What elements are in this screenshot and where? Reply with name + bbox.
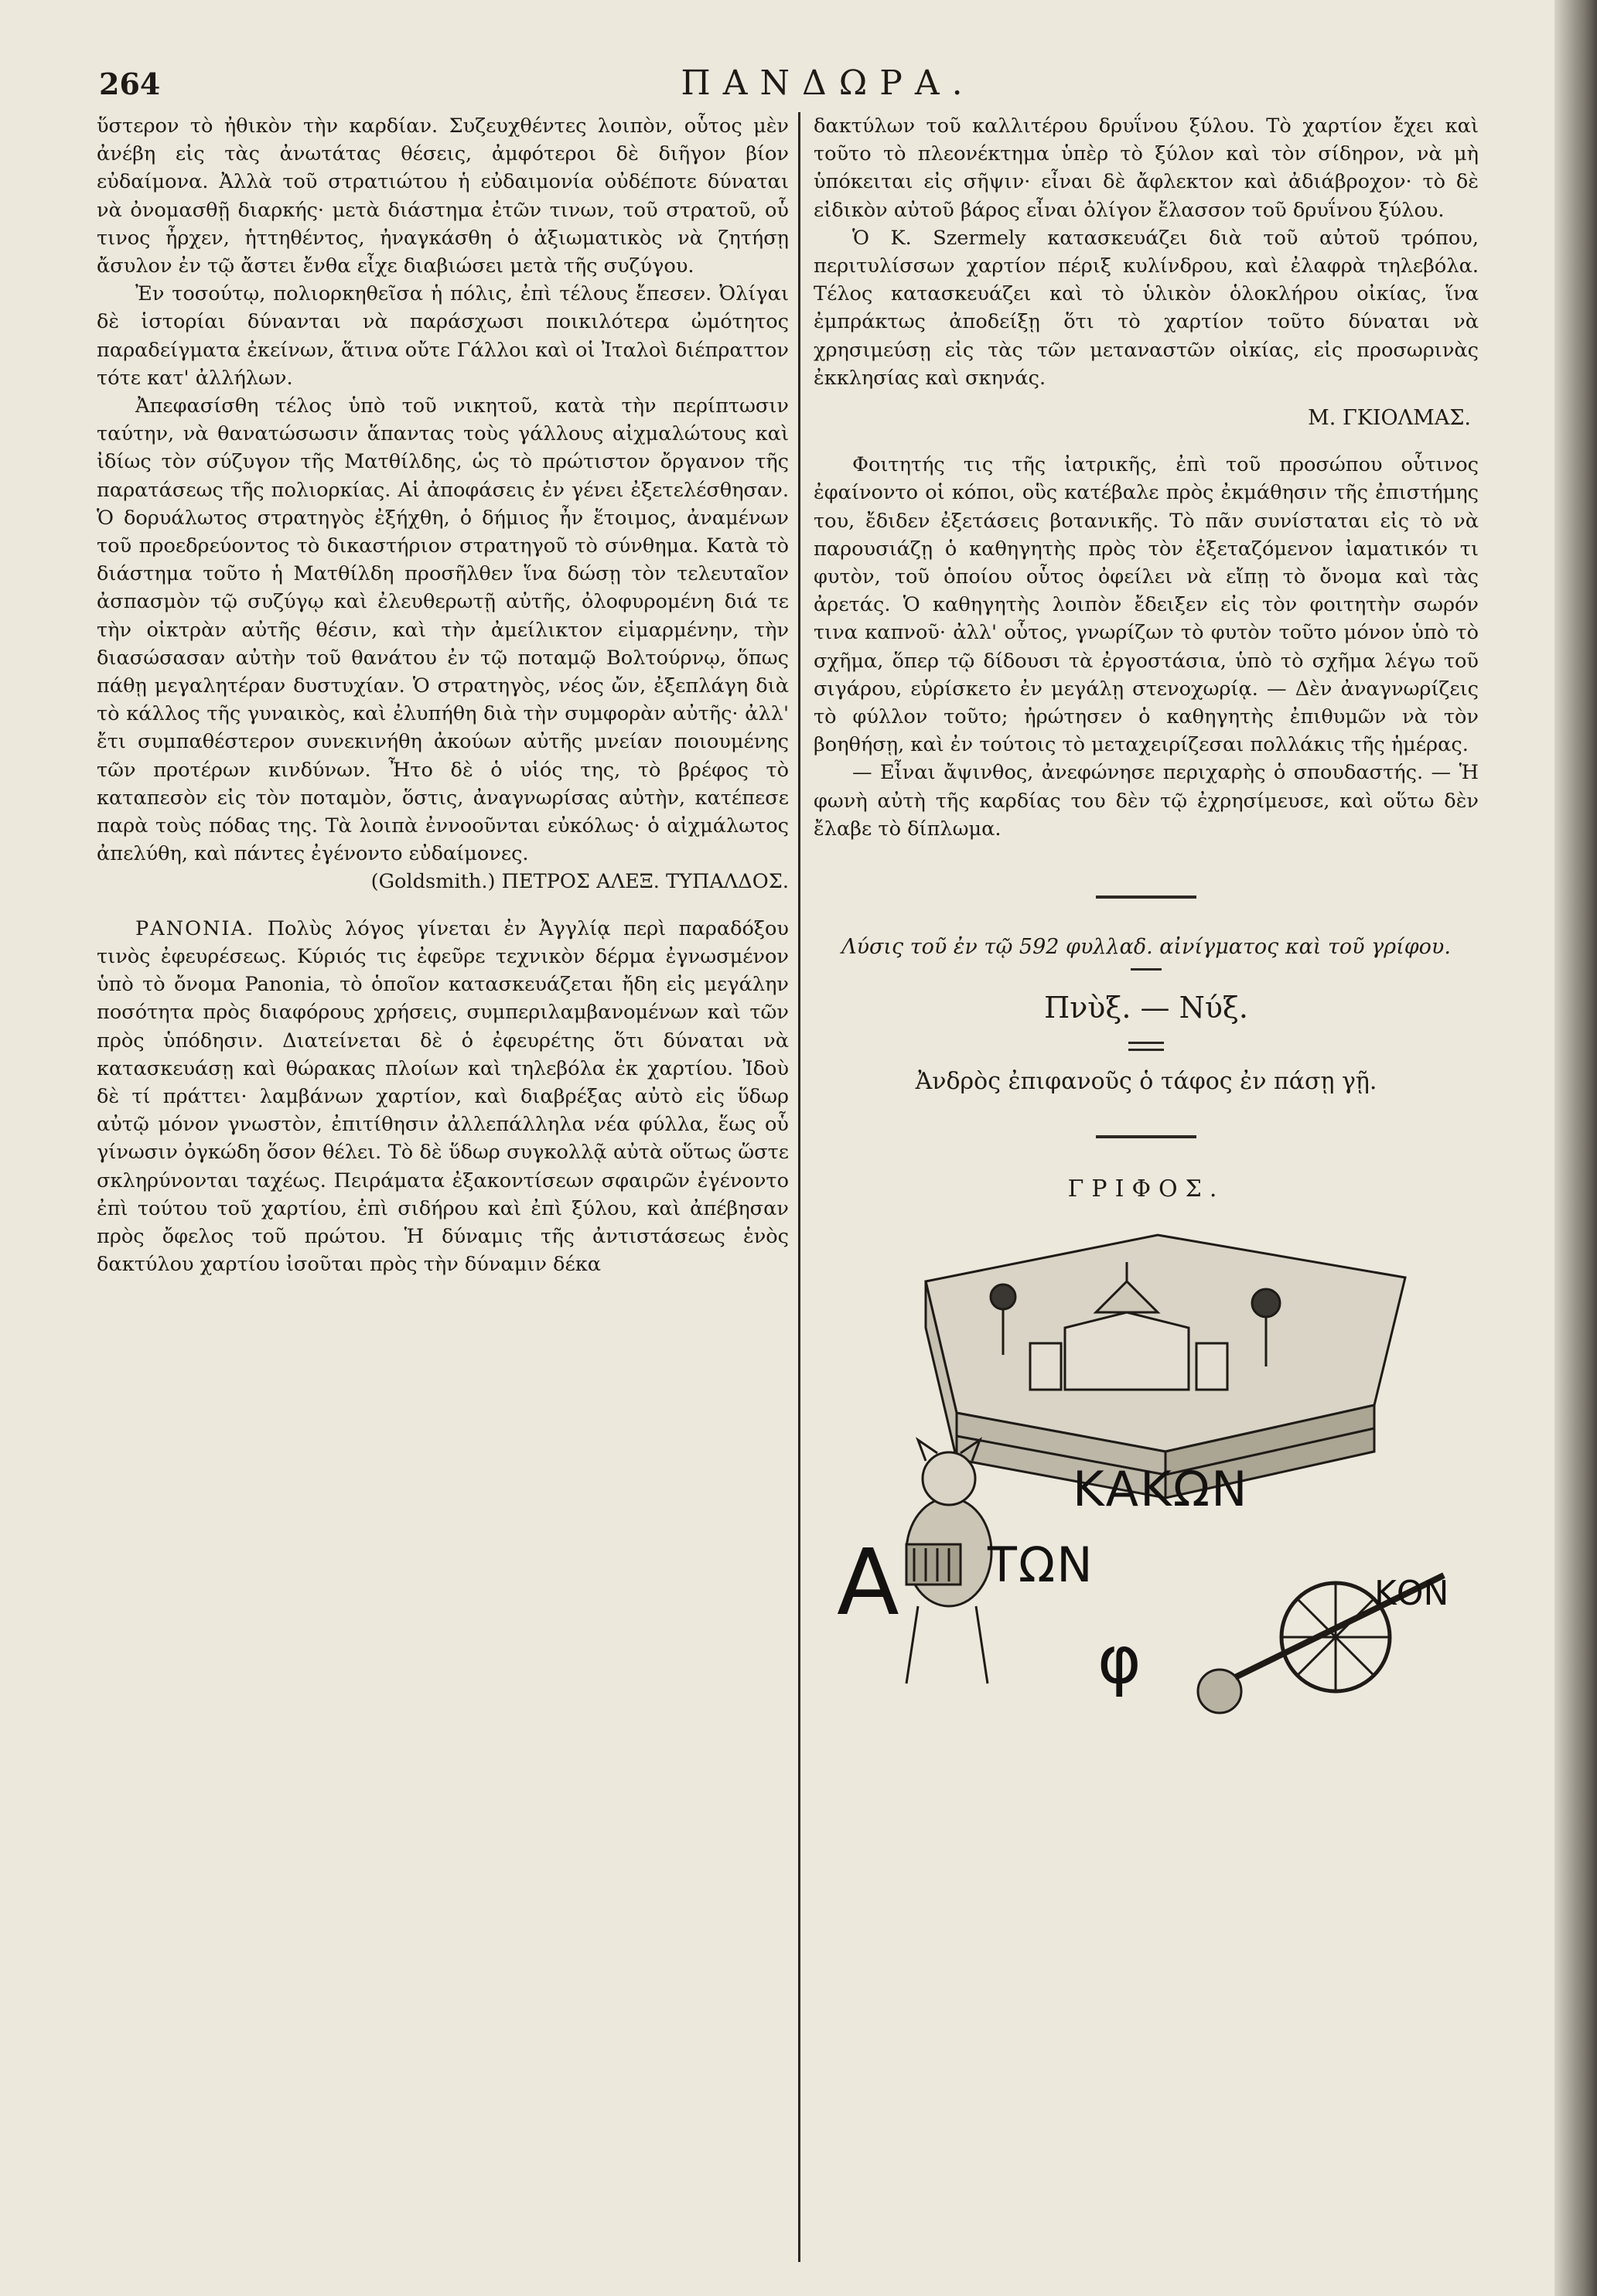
rebus-title: ΓΡΙΦΟΣ. [1067, 1175, 1225, 1203]
article-signature: Μ. ΓΚΙΟΛΜΑΣ. [1308, 406, 1471, 431]
section-rule [1096, 1135, 1196, 1138]
article-paragraph [97, 915, 789, 1279]
right-column [814, 112, 1479, 1722]
rebus-word-kon: ΚΟΝ [1374, 1574, 1449, 1614]
page-number: 264 [99, 67, 161, 101]
rebus-illustration [833, 1220, 1459, 1722]
article-text: Πολὺς λόγος γίνεται ἐν Ἀγγλίᾳ περὶ παραδόξου τινὸς ἐφευρέσεως. Κύριός τις ἐφεῦρε τεχνικὸν δέρμα ἐγνωσμένον ὑπὸ τὸ ὄνομα Panonia, τὸ ὁποῖον κατασκευάζεται ἤδη εἰς μεγάλην ποσότητα πρὸς διαφόρους χρήσεις, συμπεριλαμβανομένων καὶ τῶν πρὸς ὑπόδησιν. Διατείνεται δὲ ὁ ἐφευρέτης ὅτι δύναται νὰ κατασκευάσῃ καὶ θώρακας πλοίων καὶ τηλεβόλα ἐκ χαρτίου. Ἰδοὺ δὲ τί πράττει· λαμβάνων χαρτίον, καὶ διαβρέξας αὐτὸ εἰς ὕδωρ αὐτῷ μόνον γνωστὸν, ἐπιτίθησιν ἀλλεπάλληλα νέα φύλλα, ἕως οὗ γίνωσιν ὀγκώδη ὅσον θέλει. Τὸ δὲ ὕδωρ συγκολλᾷ αὐτὰ οὕτως ὥστε σκληρύνονται ταχέως. Πειράματα ἐξακοντίσεων σφαιρῶν ἐγένοντο ἐπὶ τούτου τοῦ χαρτίου, ἐπὶ σιδήρου καὶ ἐπὶ ξύλου, καὶ ἀπέβησαν πρὸς ὄφελος τοῦ πρώτου. Ἡ δύναμις τῆς ἀντιστάσεως ἑνὸς δακτύλου χαρτίου ἰσοῦται πρὸς τὴν δύναμιν δέκα [97, 916, 789, 1277]
solution-title: Λύσις τοῦ ἐν τῷ 592 φυλλαδ. αἰνίγματος καὶ τοῦ γρίφου. [841, 935, 1451, 960]
left-column [97, 112, 789, 1278]
article-signature: (Goldsmith.) ΠΕΤΡΟΣ ΑΛΕΞ. ΤΥΠΑΛΔΟΣ. [370, 870, 789, 894]
short-rule [1131, 968, 1162, 971]
rebus-letter-alpha: Α [837, 1529, 899, 1636]
paragraph: Ἀπεφασίσθη τέλος ὑπὸ τοῦ νικητοῦ, κατὰ τὴν περίπτωσιν ταύτην, νὰ θανατώσωσιν ἅπαντας τοὺς γάλλους αἰχμαλώτους καὶ ἰδίως τὸν σύζυγον τῆς Ματθίλδης, ὡς τὸ πρώτιστον ὄργανον τῆς παρατάσεως τῆς πολιορκίας. Αἱ ἀποφάσεις ἐν γένει ἐξετελέσθησαν. Ὁ δορυάλωτος στρατηγὸς ἐξήχθη, ὁ δήμιος ἦν ἕτοιμος, ἀναμένων τοῦ προεδρεύοντος τὸ δικαστήριον στρατηγοῦ τὸ σύνθημα. Κατὰ τὸ διάστημα τοῦτο ἡ Ματθίλδη προσῆλθεν ἵνα δώσῃ τὸν τελευταῖον ἀσπασμὸν τῷ συζύγῳ καὶ ἐλευθερωτῇ αὐτῆς, ὀλοφυρομένη διά τε τὴν οἰκτρὰν αὐτῆς θέσιν, καὶ τὴν ἀμείλικτον εἱμαρμένην, τὴν διασώσασαν αὐτὴν τοῦ θανάτου ἐν τῷ ποταμῷ Βολτούρνῳ, ὅπως πάθῃ μεγαλητέραν δυστυχίαν. Ὁ στρατηγὸς, νέος ὤν, ἐξεπλάγη διὰ τὸ κάλλος τῆς γυναικὸς, καὶ ἐλυπήθη διὰ τὴν συμφορὰν αὐτῆς· ἀλλ' ἔτι συμπαθέστερον συνεκινήθη ἀκούων αὐτῆς μνείαν ποιουμένης τῶν προτέρων κινδύνων. Ἦτο δὲ ὁ υἱός της, τὸ βρέφος τὸ καταπεσὸν εἰς τὸν ποταμὸν, ὅστις, ἀναγνωρίσας αὐτὴν, κατέπεσε παρὰ τοὺς πόδας της. Τὰ λοιπὰ ἐννοοῦνται εὐκόλως· ὁ αἰχμάλωτος ἀπελύθη, καὶ πάντες ἐγένοντο εὐδαίμονες. [97, 394, 789, 866]
paragraph: δακτύλων τοῦ καλλιτέρου δρυΐνου ξύλου. Τὸ χαρτίον ἔχει καὶ τοῦτο τὸ πλεονέκτημα ὑπὲρ τὸ ξύλον καὶ τὸν σίδηρον, νὰ μὴ ὑπόκειται εἰς σῆψιν· εἶναι δὲ ἄφλεκτον καὶ ἀδιάβροχον· τὸ δὲ εἰδικὸν αὐτοῦ βάρος εἶναι ὀλίγον ἔλασσον τοῦ δρυΐνου ξύλου. [814, 114, 1479, 222]
column-rule [798, 112, 800, 2262]
article-heading: ΡΑΝΟΝΙΑ. [135, 916, 255, 940]
rebus-word-ton: ΤΩΝ [988, 1537, 1094, 1594]
running-title: ΠΑΝΔΩΡΑ. [681, 63, 975, 103]
section-rule [1096, 896, 1196, 899]
paragraph: ὕστερον τὸ ἠθικὸν τὴν καρδίαν. Συζευχθέντες λοιπὸν, οὗτος μὲν ἀνέβη εἰς τὰς ἀνωτάτας θέσεις, ἀμφότεροι δὲ διῆγον βίον εὐδαίμονα. Ἀλλὰ τοῦ στρατιώτου ἡ εὐδαιμονία οὐδέποτε δύναται νὰ ὀνομασθῇ διαρκής· μετὰ διάστημα ἐτῶν τινων, τοῦ στρατοῦ, οὗ τινος ἦρχεν, ἡττηθέντος, ἠναγκάσθη ὁ ἀξιωματικὸς νὰ ζητήσῃ ἄσυλον ἐν τῷ ἄστει ἔνθα εἶχε διαβιώσει μετὰ τῆς συζύγου. [97, 114, 789, 278]
paragraph: Ὁ Κ. Szermely κατασκευάζει διὰ τοῦ αὐτοῦ τρόπου, περιτυλίσσων χαρτίον πέριξ κυλίνδρου, καὶ ἐλαφρὰ τηλεβόλα. Τέλος κατασκευάζει καὶ τὸ ὑλικὸν ὁλοκλήρου οἰκίας, ἵνα ἐμπράκτως ἀποδείξῃ ὅτι τὸ χαρτίον τοῦτο δύναται νὰ χρησιμεύσῃ εἰς τὰς τῶν μεταναστῶν οἰκίας, εἰς προσωρινὰς ἐκκλησίας καὶ σκηνάς. [814, 226, 1479, 390]
solution-answer-rebus: Ἀνδρὸς ἐπιφανοῦς ὁ τάφος ἐν πάσῃ γῇ. [915, 1068, 1377, 1096]
rebus-word-kakon: ΚΑΚΩΝ [1073, 1461, 1249, 1518]
rebus-letter-phi: φ [1097, 1622, 1141, 1700]
solution-answer: Πνὺξ. — Νύξ. [1044, 991, 1248, 1025]
double-rule [1128, 1042, 1164, 1051]
paragraph: Ἐν τοσούτῳ, πολιορκηθεῖσα ἡ πόλις, ἐπὶ τέλους ἔπεσεν. Ὀλίγαι δὲ ἱστορίαι δύνανται νὰ παράσχωσι ποικιλότερα ὠμότητος παραδείγματα ἐκείνων, ἅτινα οὔτε Γάλλοι καὶ οἱ Ἰταλοὶ διέπραττον τότε κατ' ἀλλήλων. [97, 282, 789, 390]
paragraph: Φοιτητής τις τῆς ἰατρικῆς, ἐπὶ τοῦ προσώπου οὗτινος ἐφαίνοντο οἱ κόποι, οὓς κατέβαλε πρὸς ἐκμάθησιν τῆς ἐπιστήμης του, ἔδιδεν ἐξετάσεις βοτανικῆς. Τὸ πᾶν συνίσταται εἰς τὸ νὰ παρουσιάζῃ ὁ καθηγητὴς πρὸς τὸν ἐξεταζόμενον ἰαματικόν τι φυτὸν, τοῦ ὁποίου οὗτος ὀφείλει νὰ εἴπῃ τὸ ὄνομα καὶ τὰς ἀρετάς. Ὁ καθηγητὴς λοιπὸν ἔδειξεν εἰς τὸν φοιτητὴν σωρόν τινα καπνοῦ· ἀλλ' οὗτος, γνωρίζων τὸ φυτὸν τοῦτο μόνον ὑπὸ τὸ σχῆμα, ὅπερ τῷ δίδουσι τὰ ἐργοστάσια, ὑπὸ τὸ σχῆμα λέγω τοῦ σιγάρου, εὑρίσκετο ἐν μεγάλῃ στενοχωρίᾳ. — Δὲν ἀναγνωρίζεις τὸ φύλλον τοῦτο; ἠρώτησεν ὁ καθηγητὴς ἐπιθυμῶν νὰ τὸν βοηθήσῃ, καὶ ἐν τούτοις τὸ μεταχειρίζεσαι πολλάκις τῆς ἡμέρας. [814, 453, 1479, 757]
page-header [99, 60, 1557, 107]
binding-shadow [1554, 0, 1597, 2296]
paragraph: — Εἶναι ἄψινθος, ἀνεφώνησε περιχαρὴς ὁ σπουδαστής. — Ἡ φωνὴ αὐτὴ τῆς καρδίας του δὲν τῷ ἐχρησίμευσε, καὶ οὕτω δὲν ἔλαβε τὸ δίπλωμα. [814, 761, 1479, 841]
